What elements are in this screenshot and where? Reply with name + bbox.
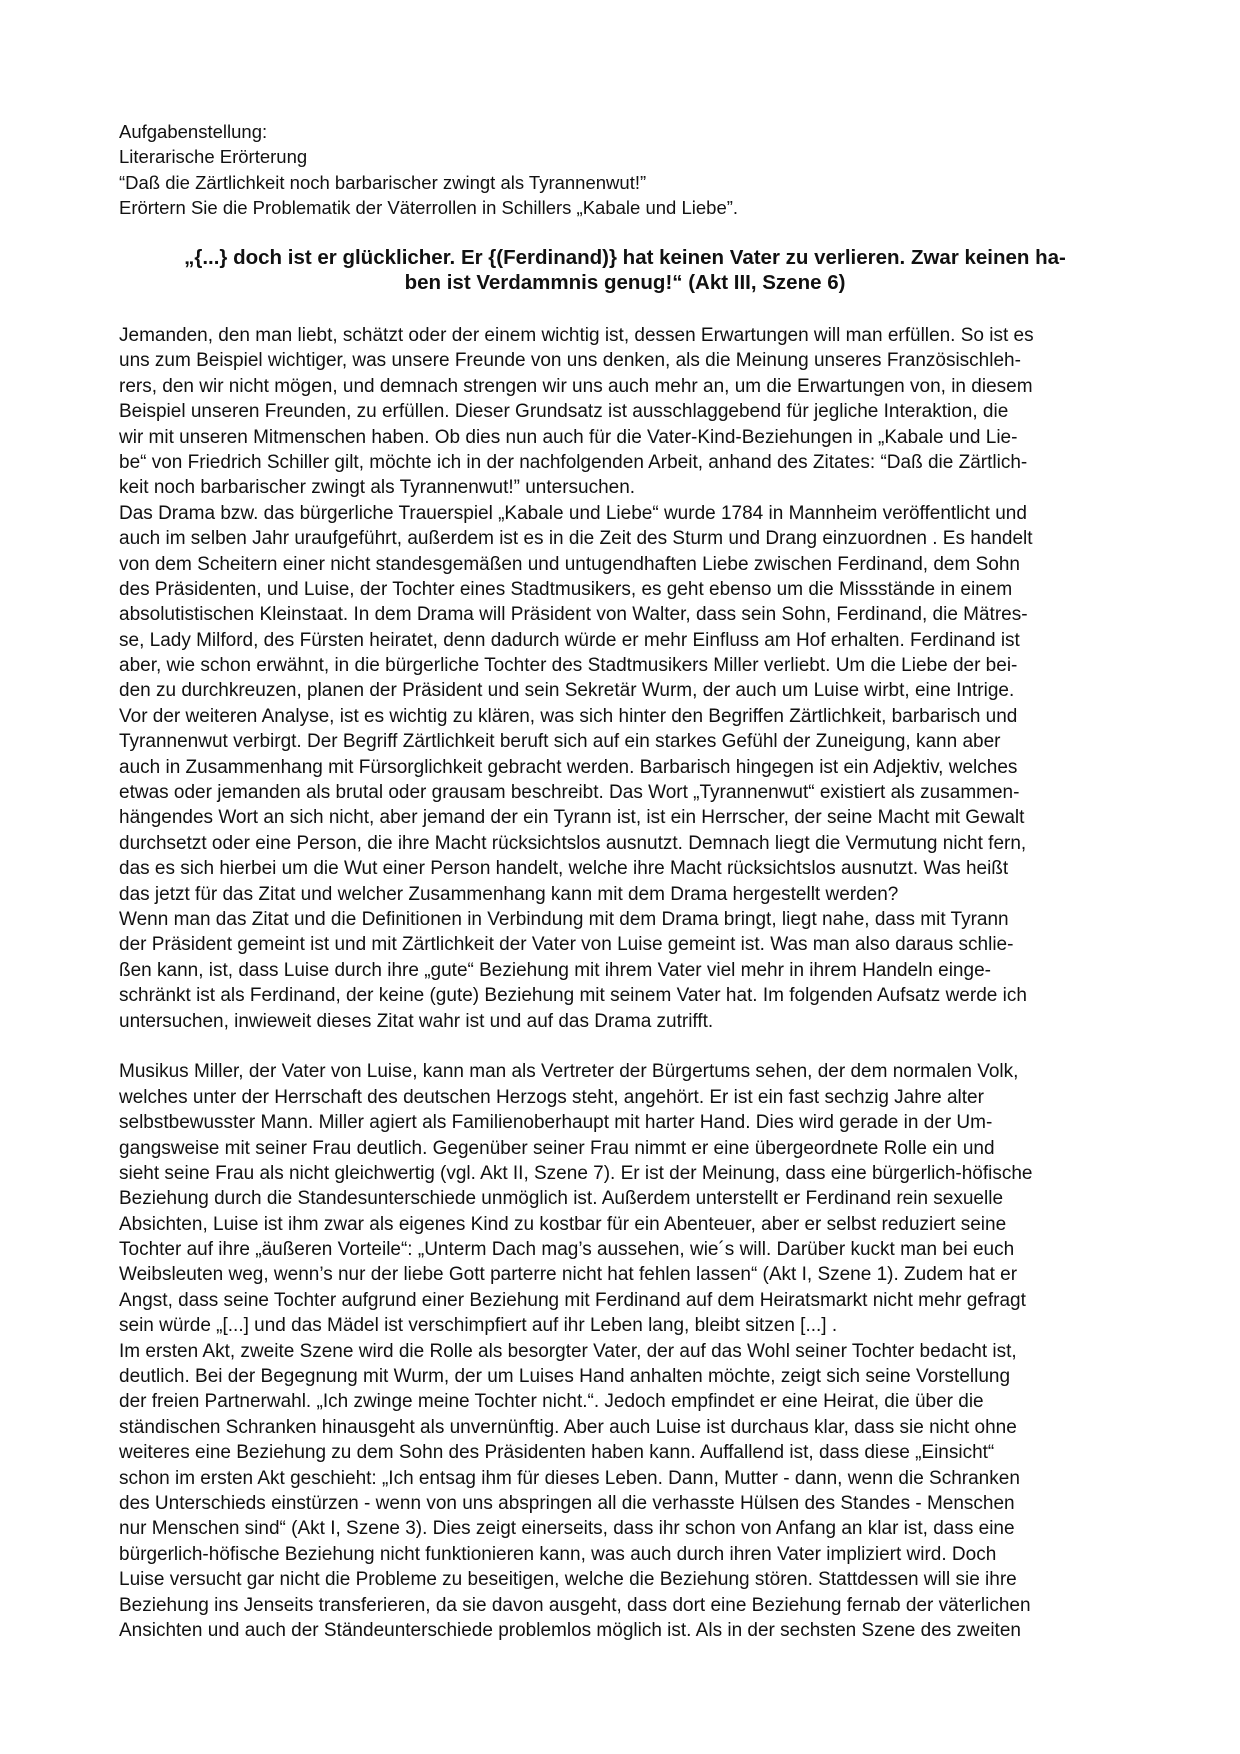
heading-line: „{...} doch ist er glücklicher. Er {(Ferdinand)} hat keinen Vater zu verlieren. Zwar keinen ha- — [184, 246, 1066, 269]
text-line: wir mit unseren Mitmenschen haben. Ob dies nun auch für die Vater-Kind-Beziehungen in „Kabale und Lie- — [119, 426, 1018, 448]
text-line: rers, den wir nicht mögen, und demnach strengen wir uns auch mehr an, um die Erwartungen von, in diesem — [119, 375, 1033, 397]
text-line — [119, 1034, 1034, 1059]
text-line: Luise versucht gar nicht die Probleme zu beseitigen, welche die Beziehung stören. Stattdessen will sie ihre — [119, 1569, 1017, 1591]
text-line: schon im ersten Akt geschieht: „Ich entsag ihm für dieses Leben. Dann, Mutter - dann, wenn die Schranken — [119, 1467, 1020, 1489]
text-line: Das Drama bzw. das bürgerliche Trauerspiel „Kabale und Liebe“ wurde 1784 in Mannheim veröffentlicht und — [119, 502, 1027, 524]
essay-body — [119, 323, 1034, 1643]
text-line: Tyrannenwut verbirgt. Der Begriff Zärtlichkeit beruft sich auf ein starkes Gefühl der Zuneigung, kann aber — [119, 731, 1001, 753]
heading-line: ben ist Verdammnis genug!“ (Akt III, Szene 6) — [404, 271, 846, 295]
text-line: etwas oder jemanden als brutal oder grausam beschreibt. Das Wort „Tyrannenwut“ existiert als zusammen- — [119, 782, 1020, 804]
text-line: welches unter der Herrschaft des deutschen Herzogs steht, angehört. Er ist ein fast sechzig Jahre alter — [119, 1086, 984, 1108]
text-line: sein würde „[...] und das Mädel ist verschimpfiert auf ihr Leben lang, bleibt sitzen [...] . — [119, 1315, 838, 1337]
text-line: gangsweise mit seiner Frau deutlich. Gegenüber seiner Frau nimmt er eine übergeordnete Rolle ein und — [119, 1137, 995, 1159]
text-line: selbstbewusster Mann. Miller agiert als Familienoberhaupt mit harter Hand. Dies wird gerade in der Um- — [119, 1112, 993, 1134]
assignment-line: “Daß die Zärtlichkeit noch barbarischer zwingt als Tyrannenwut!” — [119, 171, 647, 193]
text-line: untersuchen, inwieweit dieses Zitat wahr ist und auf das Drama zutrifft. — [119, 1010, 714, 1032]
text-line: das jetzt für das Zitat und welcher Zusammenhang kann mit dem Drama hergestellt werden? — [119, 883, 899, 905]
text-line: absolutistischen Kleinstaat. In dem Drama will Präsident von Walter, dass sein Sohn, Ferdinand, die Mätres- — [119, 604, 1028, 626]
text-line: deutlich. Bei der Begegnung mit Wurm, der um Luises Hand anhalten möchte, zeigt sich seine Vorstellung — [119, 1366, 1011, 1388]
text-line: Weibsleuten weg, wenn’s nur der liebe Gott parterre nicht hat fehlen lassen“ (Akt I, Szene 1). Zudem hat er — [119, 1264, 1018, 1286]
text-line: nur Menschen sind“ (Akt I, Szene 3). Dies zeigt einerseits, dass ihr schon von Anfang an klar ist, dass eine — [119, 1518, 1015, 1540]
text-line: se, Lady Milford, des Fürsten heiratet, denn dadurch würde er mehr Einfluss am Hof erhalten. Ferdinand ist — [119, 629, 1020, 651]
text-line: schränkt ist als Ferdinand, der keine (gute) Beziehung mit seinem Vater hat. Im folgenden Aufsatz werde ich — [119, 985, 1027, 1007]
text-line: ständischen Schranken hinausgeht als unvernünftig. Aber auch Luise ist durchaus klar, dass sie nicht ohne — [119, 1416, 1017, 1438]
text-line: Tochter auf ihre „äußeren Vorteile“: „Unterm Dach mag’s aussehen, wie´s will. Darüber kuckt man bei euch — [119, 1239, 1015, 1261]
text-line: Jemanden, den man liebt, schätzt oder der einem wichtig ist, dessen Erwartungen will man erfüllen. So ist es — [119, 325, 1034, 346]
text-line: der Präsident gemeint ist und mit Zärtlichkeit der Vater von Luise gemeint ist. Was man also daraus schlie- — [119, 934, 1014, 956]
assignment-block — [119, 120, 738, 222]
quote-heading — [120, 244, 1130, 295]
text-line: Beziehung ins Jenseits transferieren, da sie davon ausgeht, dass dort eine Beziehung fernab der väterlichen — [119, 1594, 1031, 1616]
text-line: Vor der weiteren Analyse, ist es wichtig zu klären, was sich hinter den Begriffen Zärtlichkeit, barbarisch und — [119, 705, 1018, 727]
text-line: Beispiel unseren Freunden, zu erfüllen. Dieser Grundsatz ist ausschlaggebend für jegliche Interaktion, die — [119, 401, 1009, 423]
text-line: auch in Zusammenhang mit Fürsorglichkeit gebracht werden. Barbarisch hingegen ist ein Adjektiv, welches — [119, 756, 1018, 778]
text-line: des Unterschieds einstürzen - wenn von uns abspringen all die verhasste Hülsen des Standes - Menschen — [119, 1492, 1015, 1514]
assignment-line: Literarische Erörterung — [119, 146, 308, 168]
text-line: der freien Partnerwahl. „Ich zwinge meine Tochter nicht.“. Jedoch empfindet er eine Heirat, die über die — [119, 1391, 984, 1413]
text-line: den zu durchkreuzen, planen der Präsident und sein Sekretär Wurm, der auch um Luise wirbt, eine Intrige. — [119, 680, 1015, 702]
text-line: keit noch barbarischer zwingt als Tyrannenwut!” untersuchen. — [119, 477, 636, 499]
text-line: aber, wie schon erwähnt, in die bürgerliche Tochter des Stadtmusikers Miller verliebt. Um die Liebe der bei- — [119, 655, 1018, 677]
text-line: Wenn man das Zitat und die Definitionen in Verbindung mit dem Drama bringt, liegt nahe, dass mit Tyrann — [119, 908, 1009, 930]
text-line: auch im selben Jahr uraufgeführt, außerdem ist es in die Zeit des Sturm und Drang einzuordnen . Es handelt — [119, 528, 1033, 550]
assignment-line: Erörtern Sie die Problematik der Väterrollen in Schillers „Kabale und Liebe”. — [119, 197, 739, 219]
text-line: uns zum Beispiel wichtiger, was unsere Freunde von uns denken, als die Meinung unseres Französischleh- — [119, 350, 1021, 372]
text-line: das es sich hierbei um die Wut einer Person handelt, welche ihre Macht rücksichtslos ausnutzt. Was heißt — [119, 858, 1009, 880]
text-line: weiteres eine Beziehung zu dem Sohn des Präsidenten haben kann. Auffallend ist, dass diese „Einsicht“ — [119, 1442, 995, 1464]
text-line: Absichten, Luise ist ihm zwar als eigenes Kind zu kostbar für ein Abenteuer, aber er selbst reduziert seine — [119, 1213, 1007, 1235]
text-line: Beziehung durch die Standesunterschiede unmöglich ist. Außerdem unterstellt er Ferdinand rein sexuelle — [119, 1188, 1004, 1210]
text-line: Im ersten Akt, zweite Szene wird die Rolle als besorgter Vater, der auf das Wohl seiner Tochter bedacht ist, — [119, 1340, 1017, 1362]
text-line: durchsetzt oder eine Person, die ihre Macht rücksichtslos ausnutzt. Demnach liegt die Vermutung nicht fern, — [119, 832, 1027, 854]
text-line: von dem Scheitern einer nicht standesgemäßen und untugendhaften Liebe zwischen Ferdinand, dem Sohn — [119, 553, 1020, 575]
text-line: Angst, dass seine Tochter aufgrund einer Beziehung mit Ferdinand auf dem Heiratsmarkt nicht mehr gefragt — [119, 1289, 1026, 1311]
text-line: ßen kann, ist, dass Luise durch ihre „gute“ Beziehung mit ihrem Vater viel mehr in ihrem Handeln einge- — [119, 959, 991, 981]
text-line: be“ von Friedrich Schiller gilt, möchte ich in der nachfolgenden Arbeit, anhand des Zitates: “Daß die Zärtlich- — [119, 451, 1028, 473]
text-line: Ansichten und auch der Ständeunterschiede problemlos möglich ist. Als in der sechsten Szene des zweiten — [119, 1619, 1021, 1641]
text-line: bürgerlich-höfische Beziehung nicht funktionieren kann, was auch durch ihren Vater impliziert wird. Doch — [119, 1543, 997, 1565]
text-line: sieht seine Frau als nicht gleichwertig (vgl. Akt II, Szene 7). Er ist der Meinung, dass eine bürgerlich-höfische — [119, 1162, 1033, 1184]
text-line: hängendes Wort an sich nicht, aber jemand der ein Tyrann ist, ist ein Herrscher, der seine Macht mit Gewalt — [119, 807, 1025, 829]
text-line: des Präsidenten, und Luise, der Tochter eines Stadtmusikers, es geht ebenso um die Missstände in einem — [119, 578, 1013, 600]
assignment-line: Aufgabenstellung: — [119, 121, 268, 142]
text-line: Musikus Miller, der Vater von Luise, kann man als Vertreter der Bürgertums sehen, der dem normalen Volk, — [119, 1061, 1019, 1083]
